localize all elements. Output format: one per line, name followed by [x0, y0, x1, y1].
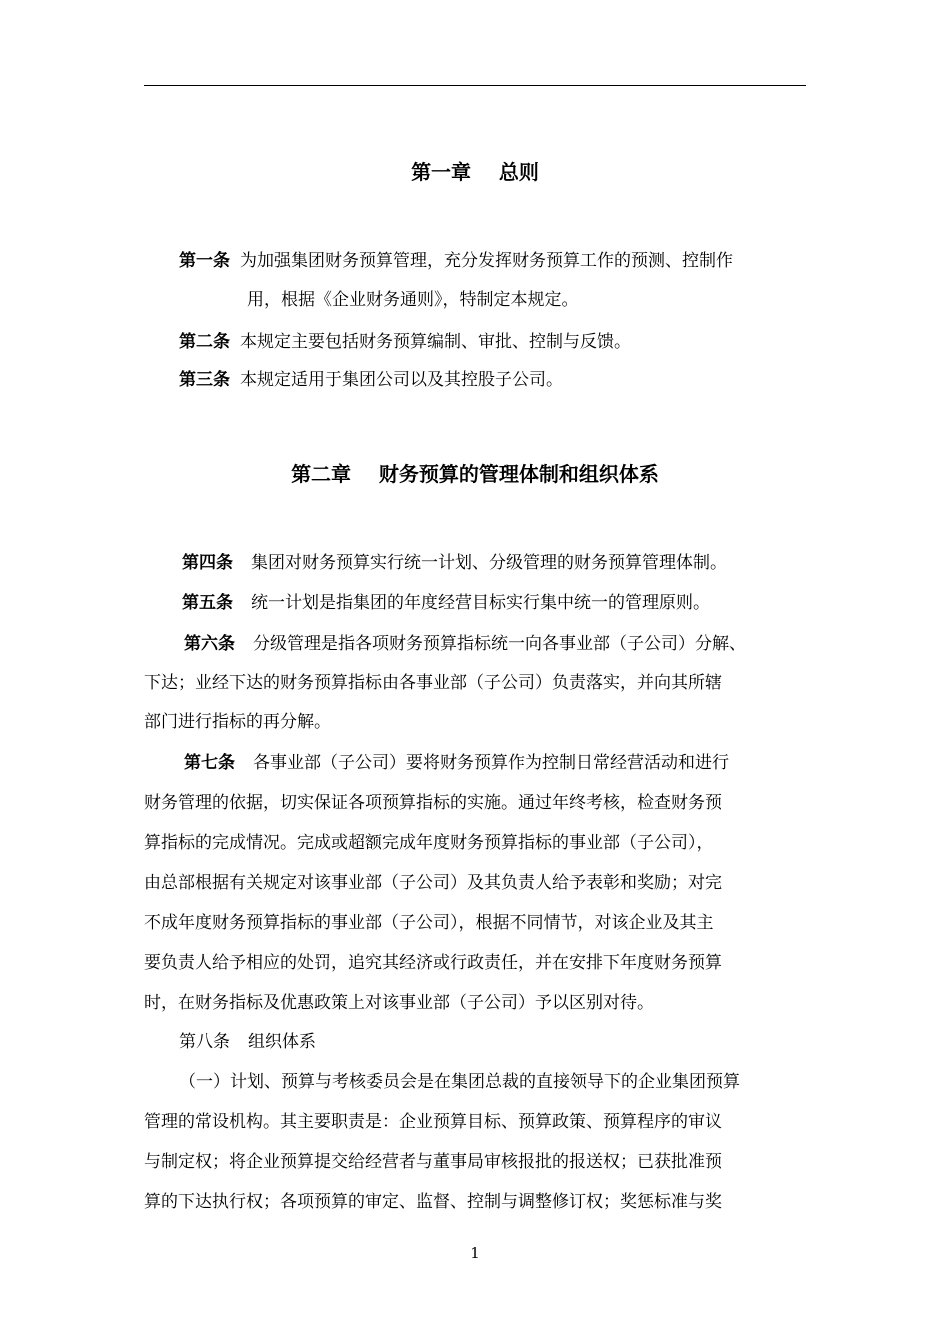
- article-4-label: 第四条: [182, 553, 233, 573]
- article-7-text: 各事业部（子公司）要将财务预算作为控制日常经营活动和进行: [253, 753, 729, 773]
- article-3-text: 本规定适用于集团公司以及其控股子公司。: [240, 370, 563, 390]
- article-1-line-2: 用，根据《企业财务通则》，特制定本规定。: [247, 290, 579, 310]
- article-8-item-1-line-2: 管理的常设机构。其主要职责是：企业预算目标、预算政策、预算程序的审议: [144, 1112, 722, 1132]
- chapter-1-title: 第一章 总则: [411, 160, 539, 184]
- article-7-line-5: 不成年度财务预算指标的事业部（子公司），根据不同情节，对该企业及其主: [144, 913, 714, 933]
- article-8-item-1-line-3: 与制定权；将企业预算提交给经营者与董事局审核报批的报送权；已获批准预: [144, 1152, 722, 1172]
- page-number: 1: [470, 1244, 480, 1262]
- article-6-line-2: 下达；业经下达的财务预算指标由各事业部（子公司）负责落实，并向其所辖: [144, 673, 722, 693]
- article-6-line-1: [184, 631, 746, 657]
- article-1-label: 第一条: [179, 251, 230, 271]
- article-1-line-1: [179, 248, 733, 274]
- article-8: [179, 1029, 316, 1055]
- article-7-line-1: [184, 750, 729, 776]
- article-8-label: 第八条: [179, 1032, 230, 1052]
- article-7-line-2: 财务管理的依据，切实保证各项预算指标的实施。通过年终考核，检查财务预: [144, 793, 722, 813]
- article-5: [182, 590, 710, 616]
- article-5-text: 统一计划是指集团的年度经营目标实行集中统一的管理原则。: [251, 593, 710, 613]
- article-7-line-7: 时，在财务指标及优惠政策上对该事业部（子公司）予以区别对待。: [144, 993, 654, 1013]
- article-3: [179, 367, 563, 393]
- article-7-label: 第七条: [184, 753, 235, 773]
- article-7-line-4: 由总部根据有关规定对该事业部（子公司）及其负责人给予表彰和奖励；对完: [144, 873, 722, 893]
- article-3-label: 第三条: [179, 370, 230, 390]
- article-5-label: 第五条: [182, 593, 233, 613]
- article-8-text: 组织体系: [248, 1032, 316, 1052]
- header-rule: [144, 85, 806, 86]
- article-4: [182, 550, 727, 576]
- article-6-line-3: 部门进行指标的再分解。: [144, 712, 331, 732]
- article-7-line-3: 算指标的完成情况。完成或超额完成年度财务预算指标的事业部（子公司），: [144, 833, 714, 853]
- article-7-line-6: 要负责人给予相应的处罚，追究其经济或行政责任，并在安排下年度财务预算: [144, 953, 722, 973]
- article-4-text: 集团对财务预算实行统一计划、分级管理的财务预算管理体制。: [251, 553, 727, 573]
- article-2-text: 本规定主要包括财务预算编制、审批、控制与反馈。: [240, 332, 631, 352]
- article-8-item-1-line-4: 算的下达执行权；各项预算的审定、监督、控制与调整修订权；奖惩标准与奖: [144, 1192, 722, 1212]
- article-6-text: 分级管理是指各项财务预算指标统一向各事业部（子公司）分解、: [253, 634, 746, 654]
- article-8-item-1-line-1: （一）计划、预算与考核委员会是在集团总裁的直接领导下的企业集团预算: [179, 1072, 740, 1092]
- article-1-text: 为加强集团财务预算管理，充分发挥财务预算工作的预测、控制作: [240, 251, 733, 271]
- article-2: [179, 329, 631, 355]
- article-6-label: 第六条: [184, 634, 235, 654]
- article-2-label: 第二条: [179, 332, 230, 352]
- chapter-2-title: 第二章 财务预算的管理体制和组织体系: [291, 462, 659, 486]
